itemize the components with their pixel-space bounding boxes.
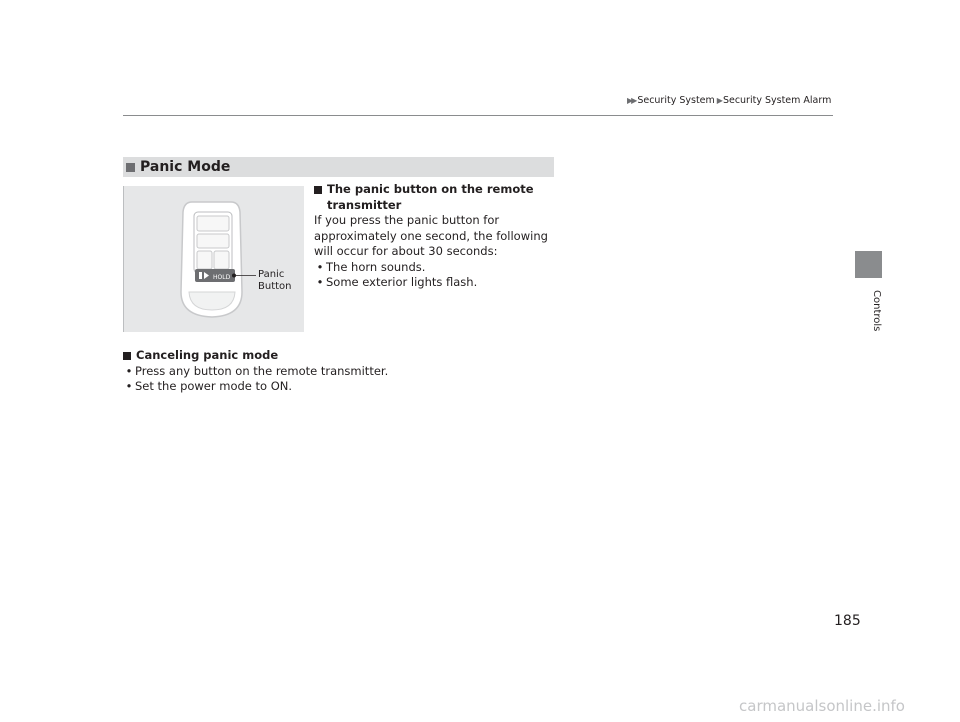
remote-key-fob-illustration [124,186,304,332]
canceling-heading [123,348,553,364]
heading-square-icon [314,186,322,194]
callout-line1: Panic [258,269,285,280]
callout-line2: Button [258,281,292,292]
list-item [123,379,553,395]
list-item [314,275,554,291]
breadcrumb-arrow-icon: ▶▶ [627,96,636,105]
panic-button-text: HOLD [213,274,231,281]
panic-button-section [314,182,554,291]
panic-button-body: If you press the panic button for approximately one second, the following will occur for about 30 seconds: [314,213,548,258]
list-item-text: Press any button on the remote transmitter. [135,363,389,378]
bullet-icon: • [316,259,324,274]
side-tab-label[interactable]: Controls [871,290,882,332]
list-item-text: Some exterior lights flash. [326,275,478,289]
header-rule [123,115,833,116]
canceling-section [123,348,553,395]
panic-button-heading [314,182,554,213]
bullet-icon: • [125,379,133,393]
section-title: Panic Mode [140,159,231,175]
page-number: 185 [834,613,861,629]
list-item [314,260,554,276]
bullet-icon: • [316,275,324,289]
side-tab-marker [855,251,882,278]
heading-line2: transmitter [327,197,402,212]
remote-transmitter-figure [123,186,304,332]
canceling-heading-text: Canceling panic mode [136,348,279,362]
panic-button-callout [258,269,302,293]
section-square-icon [126,163,135,172]
heading-line1: The panic button on the remote [327,182,534,196]
breadcrumb-arrow-icon: ▶ [716,96,721,105]
section-header [123,157,554,177]
list-item-text: The horn sounds. [326,259,426,274]
breadcrumb [627,95,831,106]
breadcrumb-level1[interactable]: Security System [637,95,715,106]
watermark: carmanualsonline.info [739,697,905,715]
list-item [123,364,553,380]
heading-square-icon [123,352,131,360]
breadcrumb-level2[interactable]: Security System Alarm [722,95,832,106]
bullet-icon: • [125,363,133,378]
list-item-text: Set the power mode to ON. [135,379,293,393]
